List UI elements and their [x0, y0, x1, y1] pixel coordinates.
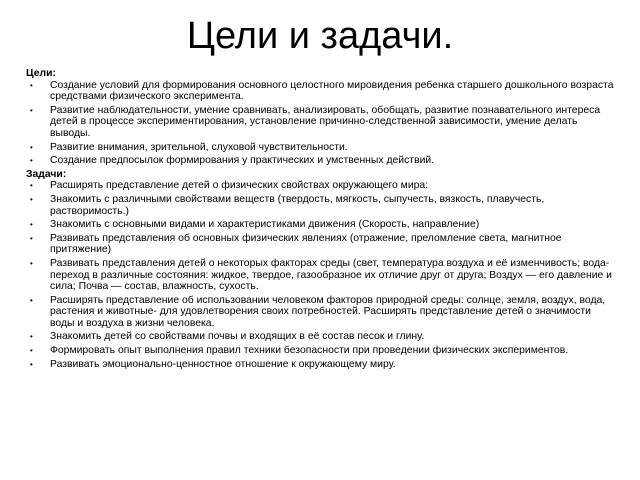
goal-text: Развитие внимания, зрительной, слуховой чувствительности. [50, 141, 348, 153]
task-text: Развивать представления об основных физических явлениях (отражение, преломление света, магнитное притяжение) [50, 232, 562, 256]
bullet-icon: • [30, 181, 33, 191]
task-text: Расширять представление об использовании человеком факторов природной среды: солнце, земля, воздух, вода, растения и животные- для удовлетворения своих потребностей. Расширять представление детей о значимости воды и воздуха в жизни человека. [50, 294, 606, 329]
task-item [26, 295, 618, 330]
bullet-icon: • [30, 233, 33, 243]
task-item [26, 345, 618, 357]
task-item [26, 180, 618, 192]
bullet-icon: • [30, 220, 33, 230]
goal-item [26, 105, 618, 140]
task-item [26, 331, 618, 343]
task-item [26, 233, 618, 256]
goal-text: Создание предпосылок формирования у практических и умственных действий. [50, 155, 435, 167]
task-text: Развивать эмоционально-ценностное отношение к окружающему миру. [50, 358, 396, 370]
task-text: Формировать опыт выполнения правил техники безопасности при проведении физических экспериментов. [50, 345, 569, 357]
task-text: Знакомить с различными свойствами веществ (твердость, мягкость, сыпучесть, вязкость, плавучесть, растворимость.) [50, 193, 545, 217]
bullet-icon: • [30, 258, 33, 268]
slide-title: Цели и задачи. [186, 15, 454, 57]
task-text: Знакомить детей со свойствами почвы и входящих в её состав песок и глину. [50, 331, 425, 343]
task-item [26, 258, 618, 293]
task-item [26, 219, 618, 231]
tasks-list [26, 180, 618, 370]
goal-text: Развитие наблюдательности, умение сравнивать, анализировать, обобщать, развитие познавательного интереса детей в процессе экспериментирования, установление причинно-следственной зависимости, умение делать выводы. [50, 104, 601, 139]
bullet-icon: • [30, 295, 33, 305]
goal-item [26, 80, 618, 103]
bullet-icon: • [30, 156, 33, 166]
tasks-heading: Задачи: [26, 168, 67, 180]
goal-item [26, 155, 618, 167]
bullet-icon: • [30, 332, 33, 342]
task-text: Расширять представление детей о физических свойствах окружающего мира: [50, 180, 429, 192]
task-item [26, 359, 618, 371]
goal-item [26, 142, 618, 154]
task-text: Знакомить с основными видами и характеристиками движения (Скорость, направление) [50, 219, 480, 231]
bullet-icon: • [30, 194, 33, 204]
task-item [26, 194, 618, 217]
bullet-icon: • [30, 105, 33, 115]
goals-heading: Цели: [26, 68, 56, 79]
bullet-icon: • [30, 346, 33, 356]
bullet-icon: • [30, 359, 33, 369]
goals-list [26, 80, 618, 167]
bullet-icon: • [30, 142, 33, 152]
bullet-icon: • [30, 80, 33, 90]
slide-body [26, 68, 618, 372]
task-text: Развивать представления детей о некоторых факторах среды (свет, температура воздуха и её изменчивость; вода-переход в различные состояния: жидкое, твердое, газообразное их отличие друг от друга; Воздух — его давление и сила; Почва — состав, влажность, сухость. [50, 257, 612, 293]
goal-text: Создание условий для формирования основного целостного мировидения ребенка старшего дошкольного возраста средствами физического эксперимента. [50, 79, 614, 103]
